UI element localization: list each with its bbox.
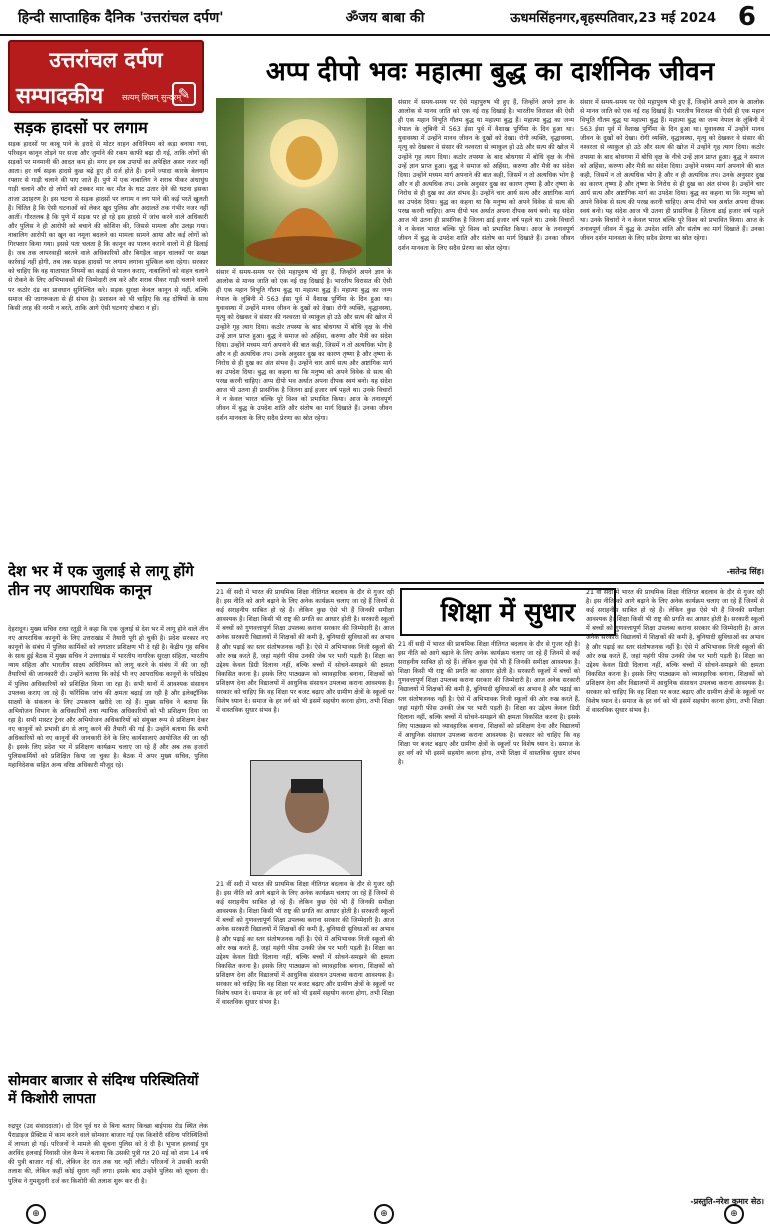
- law-story-title: देश भर में एक जुलाई से लागू होंगे तीन नए आपराधिक कानून: [8, 562, 194, 599]
- buddha-title: अप्प दीपो भवः महात्मा बुद्ध का दार्शनिक जीवन: [265, 57, 715, 87]
- pen-icon: ✎: [172, 82, 196, 106]
- author-photo: [250, 760, 362, 876]
- education-body-col1a: [216, 588, 394, 758]
- editorial-logo: [8, 40, 204, 113]
- motto: ॐजय बाबा की: [345, 9, 425, 26]
- law-story-body: देहरादून। मुख्य सचिव राधा रतूड़ी ने कहा कि एक जुलाई से देश भर में लागू होने वाले तीन नए आपराधिक कानूनों के लिए उत्तराखंड में तैयारी पूरी हो चुकी है। प्रदेश सरकार नए कानूनों के संबंध में पुलिस कार्मिकों को लगातार प्रशिक्षण भी दे रही है। केंद्रीय गृह सचिव के साथ हुई बैठक में मुख्य सचिव ने उत्तराखंड में भारतीय नागरिक सुरक्षा संहिता, भारतीय न्याय संहिता और भारतीय साक्ष्य अधिनियम को लागू करने के संबंध में की जा रही तैयारियों की जानकारी दी। उन्होंने बताया कि कोई भी नए आपराधिक कानूनों के परिप्रेक्ष्य में पुलिस अधिकारियों को प्रशिक्षित किया जा रहा है। सभी थानों में आवश्यक संसाधन उपलब्ध कराए जा रहे हैं। फॉरेंसिक जांच की क्षमता बढ़ाई जा रही है और इलेक्ट्रॉनिक साक्ष्यों के संकलन के लिए उपकरण खरीदे जा रहे हैं। मुख्य सचिव ने बताया कि अभियोजन विभाग के अधिकारियों तथा न्यायिक अधिकारियों को भी प्रशिक्षण दिया जा रहा है। सभी मास्टर ट्रेनर और अभियोजन अधिकारियों को संयुक्त रूप से प्रशिक्षण देकर नए कानूनों को प्रभावी ढंग से लागू करने की तैयारी की गई है। उन्होंने बताया कि सभी अधिकारियों को नए कानूनों की जानकारी देने के लिए कार्यशालाएं आयोजित की जा रही हैं। इसके लिए प्रदेश भर में प्रशिक्षण कार्यक्रम चलाए जा रहे हैं और अब तक हजारों पुलिसकर्मियों को प्रशिक्षित किया जा चुका है। बैठक में अपर मुख्य सचिव, पुलिस महानिदेशक सहित अन्य वरिष्ठ अधिकारी मौजूद रहे।: [8, 626, 208, 770]
- education-body-cont3: 21 वीं सदी में भारत की प्राथमिक शिक्षा नीतिगत बदलाव के दौर से गुजर रही है। इस नीति को आगे बढ़ाने के लिए अनेक कार्यक्रम चलाए जा रहे हैं जिनमें से कई सराहनीय साबित हो रहे हैं। लेकिन कुछ ऐसे भी हैं जिनकी समीक्षा आवश्यक है। शिक्षा किसी भी राष्ट्र की प्रगति का आधार होती है। सरकारी स्कूलों में बच्चों को गुणवत्तापूर्ण शिक्षा उपलब्ध कराना सरकार की जिम्मेदारी है। आज अनेक सरकारी विद्यालयों में शिक्षकों की कमी है, बुनियादी सुविधाओं का अभाव है और पढ़ाई का स्तर संतोषजनक नहीं है। ऐसे में अभिभावक निजी स्कूलों की ओर रुख करते हैं, जहां महंगी फीस उनकी जेब पर भारी पड़ती है। शिक्षा का उद्देश्य केवल डिग्री दिलाना नहीं, बल्कि बच्चों में सोचने-समझने की क्षमता विकसित करना है। इसके लिए पाठ्यक्रम को व्यावहारिक बनाना, शिक्षकों को प्रशिक्षण देना और विद्यालयों में आधुनिक संसाधन उपलब्ध कराना आवश्यक है। सरकार को चाहिए कि वह शिक्षा पर बजट बढ़ाए और ग्रामीण क्षेत्रों के स्कूलों पर विशेष ध्यान दे। समाज के हर वर्ग को भी इसमें सहयोग करना होगा, तभी शिक्षा में वास्तविक सुधार संभव है।: [586, 589, 764, 715]
- editorial-title: सड़क हादसों पर लगाम: [14, 118, 148, 137]
- buddha-body-col3: [580, 98, 764, 564]
- registration-mark-icon: ⊕: [374, 1204, 394, 1224]
- buddha-body-col2: [398, 98, 574, 580]
- paper-name: हिन्दी साप्ताहिक दैनिक 'उत्तरांचल दर्पण': [18, 9, 224, 26]
- buddha-body: संसार में समय-समय पर ऐसे महापुरुष भी हुए हैं, जिन्होंने अपने ज्ञान के आलोक से मानव जाति को एक नई राह दिखाई है। भारतीय विरासत की ऐसी ही एक महान विभूति गौतम बुद्ध या महात्मा बुद्ध हैं। महात्मा बुद्ध का जन्म नेपाल के लुंबिनी में 563 ईसा पूर्व में वैशाख पूर्णिमा के दिन हुआ था। युवावस्था में उन्होंने मानव जीवन के दुखों को देखा। रोगी व्यक्ति, वृद्धावस्था, मृत्यु को देखकर वे संसार की नश्वरता से व्याकुल हो उठे और सत्य की खोज में उन्होंने गृह त्याग दिया। कठोर तपस्या के बाद बोधगया में बोधि वृक्ष के नीचे उन्हें ज्ञान प्राप्त हुआ। बुद्ध ने समाज को अहिंसा, करुणा और मैत्री का संदेश दिया। उन्होंने मध्यम मार्ग अपनाने की बात कही, जिसमें न तो अत्यधिक भोग है और न ही अत्यधिक तप। उनके अनुसार दुख का कारण तृष्णा है और तृष्णा के निरोध से ही दुख का अंत संभव है। उन्होंने चार आर्य सत्य और अष्टांगिक मार्ग का उपदेश दिया। बुद्ध का कहना था कि मनुष्य को अपने विवेक से सत्य की परख करनी चाहिए। अप्प दीपो भव अर्थात अपना दीपक स्वयं बनो। यह संदेश आज भी उतना ही प्रासंगिक है जितना ढाई हजार वर्ष पहले था। उनके विचारों ने न केवल भारत बल्कि पूरे विश्व को प्रभावित किया। आज के तनावपूर्ण जीवन में बुद्ध के उपदेश शांति और संतोष का मार्ग दिखाते हैं। उनका जीवन दर्शन मानवता के लिए सदैव प्रेरणा का स्रोत रहेगा।: [216, 269, 392, 422]
- education-byline: -प्रस्तुति-नरेश कुमार सेठ।: [690, 1197, 764, 1206]
- education-body-cont: 21 वीं सदी में भारत की प्राथमिक शिक्षा नीतिगत बदलाव के दौर से गुजर रही है। इस नीति को आगे बढ़ाने के लिए अनेक कार्यक्रम चलाए जा रहे हैं जिनमें से कई सराहनीय साबित हो रहे हैं। लेकिन कुछ ऐसे भी हैं जिनकी समीक्षा आवश्यक है। शिक्षा किसी भी राष्ट्र की प्रगति का आधार होती है। सरकारी स्कूलों में बच्चों को गुणवत्तापूर्ण शिक्षा उपलब्ध कराना सरकार की जिम्मेदारी है। आज अनेक सरकारी विद्यालयों में शिक्षकों की कमी है, बुनियादी सुविधाओं का अभाव है और पढ़ाई का स्तर संतोषजनक नहीं है। ऐसे में अभिभावक निजी स्कूलों की ओर रुख करते हैं, जहां महंगी फीस उनकी जेब पर भारी पड़ती है। शिक्षा का उद्देश्य केवल डिग्री दिलाना नहीं, बल्कि बच्चों में सोचने-समझने की क्षमता विकसित करना है। इसके लिए पाठ्यक्रम को व्यावहारिक बनाना, शिक्षकों को प्रशिक्षण देना और विद्यालयों में आधुनिक संसाधन उपलब्ध कराना आवश्यक है। सरकार को चाहिए कि वह शिक्षा पर बजट बढ़ाए और ग्रामीण क्षेत्रों के स्कूलों पर विशेष ध्यान दे। समाज के हर वर्ग को भी इसमें सहयोग करना होगा, तभी शिक्षा में वास्तविक सुधार संभव है।: [216, 881, 394, 1007]
- buddha-byline: -सतेन्द्र सिंह।: [726, 567, 764, 576]
- buddha-photo: [216, 98, 392, 266]
- logo-tagline: सत्यम् शिवम् सुन्दरम्: [122, 93, 182, 102]
- education-body-cont2: 21 वीं सदी में भारत की प्राथमिक शिक्षा नीतिगत बदलाव के दौर से गुजर रही है। इस नीति को आगे बढ़ाने के लिए अनेक कार्यक्रम चलाए जा रहे हैं जिनमें से कई सराहनीय साबित हो रहे हैं। लेकिन कुछ ऐसे भी हैं जिनकी समीक्षा आवश्यक है। शिक्षा किसी भी राष्ट्र की प्रगति का आधार होती है। सरकारी स्कूलों में बच्चों को गुणवत्तापूर्ण शिक्षा उपलब्ध कराना सरकार की जिम्मेदारी है। आज अनेक सरकारी विद्यालयों में शिक्षकों की कमी है, बुनियादी सुविधाओं का अभाव है और पढ़ाई का स्तर संतोषजनक नहीं है। ऐसे में अभिभावक निजी स्कूलों की ओर रुख करते हैं, जहां महंगी फीस उनकी जेब पर भारी पड़ती है। शिक्षा का उद्देश्य केवल डिग्री दिलाना नहीं, बल्कि बच्चों में सोचने-समझने की क्षमता विकसित करना है। इसके लिए पाठ्यक्रम को व्यावहारिक बनाना, शिक्षकों को प्रशिक्षण देना और विद्यालयों में आधुनिक संसाधन उपलब्ध कराना आवश्यक है। सरकार को चाहिए कि वह शिक्षा पर बजट बढ़ाए और ग्रामीण क्षेत्रों के स्कूलों पर विशेष ध्यान दे। समाज के हर वर्ग को भी इसमें सहयोग करना होगा, तभी शिक्षा में वास्तविक सुधार संभव है।: [398, 641, 580, 767]
- registration-mark-icon: ⊕: [724, 1204, 744, 1224]
- section-divider: [216, 582, 764, 584]
- missing-story-body: रुद्रपुर (उद संवाददाता)। दो दिन पूर्व घर से बिना बताए किच्छा बाईपास रोड स्थित लेक पैराडाइज प्रैक्टिस में काम करने वाले सोमवार बाजार गई एक किशोरी संदिग्ध परिस्थितियों में लापता हो गई। परिजनों ने मामले की सूचना पुलिस को दे दी है। भूपाल हलवाई पुत्र अरविंद हलवाई निवासी जेल कैम्प ने बताया कि उसकी पुत्री गत 20 मई को शाम 14 वर्ष की पुत्री बाजार गई थी, लेकिन देर रात तक घर नहीं लौटी। परिजनों ने उसकी काफी तलाश की, लेकिन कहीं कोई सुराग नहीं लगा। इसके बाद उन्होंने पुलिस को सूचना दी। पुलिस ने गुमशुदगी दर्ज कर किशोरी की तलाश शुरू कर दी है।: [8, 1123, 208, 1185]
- editorial-body: सड़क हादसों पर काबू पाने के इरादे से मोटर वाहन अधिनियम को कड़ा बनाया गया, परिवहन कानून तोड़ने पर सजा और जुर्माने की रकम काफी बढ़ा दी गई, ताकि लोगों की सड़कों पर मनमानी की आदत कम हो। मगर इन सब उपायों का अपेक्षित असर नजर नहीं आता। हर वर्ष सड़क हादसे कुछ बढ़े हुए ही दर्ज होते हैं। इनमें ज्यादा कारके बेलगाम रफ्तार से गाड़ी चलाने की पाए जाते हैं। पुणे में एक नाबालिग ने शराब पीकर अंधाधुंध गाड़ी चलाने और दो लोगों को टक्कर मार कर मौत के घाट उतार देने की घटना इसका ताजा उदाहरण है। इस घटना से सड़क हादसों पर लगाम न लग पाने की कई परतें खुलती हैं। चिंतित है कि ऐसी घटनाओं को लेकर खुद पुलिस और अदालतें तक गंभीर नजर नहीं आतीं। गौरतलब है कि पुणे में सड़क पर हो रहे इस हादसे में जांच करने वाले अधिकारी और पुलिस ने ही आरोपी को बचाने की कोशिश की, जिससे मामला और उलझ गया। नाबालिग आरोपी का खून का नमूना बदलने का मामला सामने आया और कई लोगों को गिरफ्तार किया गया। इससे पता चलता है कि कानून का पालन कराने वालों में ही ढिलाई है। जब तक लापरवाही बरतने वाले अधिकारियों और बिगड़ैल वाहन चालकों पर सख्त कार्रवाई नहीं होगी, तब तक सड़क हादसों पर लगाम लगाना मुश्किल बना रहेगा। सरकार को चाहिए कि वह यातायात नियमों का कड़ाई से पालन कराए, नाबालिगों को वाहन चलाने से रोकने के लिए अभिभावकों की जिम्मेदारी तय करे और शराब पीकर गाड़ी चलाने वालों पर कठोर दंड का प्रावधान सुनिश्चित करे। सड़क सुरक्षा केवल कानून से नहीं, बल्कि समाज की जागरूकता से ही संभव है। प्रशासन को भी चाहिए कि वह दोषियों के साथ किसी तरह की नरमी न बरते, ताकि आगे ऐसी घटनाएं दोबारा न हों।: [8, 141, 208, 312]
- buddha-body-cont2: संसार में समय-समय पर ऐसे महापुरुष भी हुए हैं, जिन्होंने अपने ज्ञान के आलोक से मानव जाति को एक नई राह दिखाई है। भारतीय विरासत की ऐसी ही एक महान विभूति गौतम बुद्ध या महात्मा बुद्ध हैं। महात्मा बुद्ध का जन्म नेपाल के लुंबिनी में 563 ईसा पूर्व में वैशाख पूर्णिमा के दिन हुआ था। युवावस्था में उन्होंने मानव जीवन के दुखों को देखा। रोगी व्यक्ति, वृद्धावस्था, मृत्यु को देखकर वे संसार की नश्वरता से व्याकुल हो उठे और सत्य की खोज में उन्होंने गृह त्याग दिया। कठोर तपस्या के बाद बोधगया में बोधि वृक्ष के नीचे उन्हें ज्ञान प्राप्त हुआ। बुद्ध ने समाज को अहिंसा, करुणा और मैत्री का संदेश दिया। उन्होंने मध्यम मार्ग अपनाने की बात कही, जिसमें न तो अत्यधिक भोग है और न ही अत्यधिक तप। उनके अनुसार दुख का कारण तृष्णा है और तृष्णा के निरोध से ही दुख का अंत संभव है। उन्होंने चार आर्य सत्य और अष्टांगिक मार्ग का उपदेश दिया। बुद्ध का कहना था कि मनुष्य को अपने विवेक से सत्य की परख करनी चाहिए। अप्प दीपो भव अर्थात अपना दीपक स्वयं बनो। यह संदेश आज भी उतना ही प्रासंगिक है जितना ढाई हजार वर्ष पहले था। उनके विचारों ने न केवल भारत बल्कि पूरे विश्व को प्रभावित किया। आज के तनावपूर्ण जीवन में बुद्ध के उपदेश शांति और संतोष का मार्ग दिखाते हैं। उनका जीवन दर्शन मानवता के लिए सदैव प्रेरणा का स्रोत रहेगा।: [580, 99, 764, 243]
- registration-mark-icon: ⊕: [26, 1204, 46, 1224]
- education-title: शिक्षा में सुधार: [400, 588, 616, 636]
- buddha-body-col1: [216, 268, 392, 580]
- education-body-col3: [586, 588, 764, 1194]
- education-body-col1b: [216, 880, 394, 1212]
- logo-paper-name: उत्तरांचल दर्पण: [49, 48, 163, 72]
- buddha-body-cont: संसार में समय-समय पर ऐसे महापुरुष भी हुए हैं, जिन्होंने अपने ज्ञान के आलोक से मानव जाति को एक नई राह दिखाई है। भारतीय विरासत की ऐसी ही एक महान विभूति गौतम बुद्ध या महात्मा बुद्ध हैं। महात्मा बुद्ध का जन्म नेपाल के लुंबिनी में 563 ईसा पूर्व में वैशाख पूर्णिमा के दिन हुआ था। युवावस्था में उन्होंने मानव जीवन के दुखों को देखा। रोगी व्यक्ति, वृद्धावस्था, मृत्यु को देखकर वे संसार की नश्वरता से व्याकुल हो उठे और सत्य की खोज में उन्होंने गृह त्याग दिया। कठोर तपस्या के बाद बोधगया में बोधि वृक्ष के नीचे उन्हें ज्ञान प्राप्त हुआ। बुद्ध ने समाज को अहिंसा, करुणा और मैत्री का संदेश दिया। उन्होंने मध्यम मार्ग अपनाने की बात कही, जिसमें न तो अत्यधिक भोग है और न ही अत्यधिक तप। उनके अनुसार दुख का कारण तृष्णा है और तृष्णा के निरोध से ही दुख का अंत संभव है। उन्होंने चार आर्य सत्य और अष्टांगिक मार्ग का उपदेश दिया। बुद्ध का कहना था कि मनुष्य को अपने विवेक से सत्य की परख करनी चाहिए। अप्प दीपो भव अर्थात अपना दीपक स्वयं बनो। यह संदेश आज भी उतना ही प्रासंगिक है जितना ढाई हजार वर्ष पहले था। उनके विचारों ने न केवल भारत बल्कि पूरे विश्व को प्रभावित किया। आज के तनावपूर्ण जीवन में बुद्ध के उपदेश शांति और संतोष का मार्ग दिखाते हैं। उनका जीवन दर्शन मानवता के लिए सदैव प्रेरणा का स्रोत रहेगा।: [398, 99, 574, 252]
- education-body: 21 वीं सदी में भारत की प्राथमिक शिक्षा नीतिगत बदलाव के दौर से गुजर रही है। इस नीति को आगे बढ़ाने के लिए अनेक कार्यक्रम चलाए जा रहे हैं जिनमें से कई सराहनीय साबित हो रहे हैं। लेकिन कुछ ऐसे भी हैं जिनकी समीक्षा आवश्यक है। शिक्षा किसी भी राष्ट्र की प्रगति का आधार होती है। सरकारी स्कूलों में बच्चों को गुणवत्तापूर्ण शिक्षा उपलब्ध कराना सरकार की जिम्मेदारी है। आज अनेक सरकारी विद्यालयों में शिक्षकों की कमी है, बुनियादी सुविधाओं का अभाव है और पढ़ाई का स्तर संतोषजनक नहीं है। ऐसे में अभिभावक निजी स्कूलों की ओर रुख करते हैं, जहां महंगी फीस उनकी जेब पर भारी पड़ती है। शिक्षा का उद्देश्य केवल डिग्री दिलाना नहीं, बल्कि बच्चों में सोचने-समझने की क्षमता विकसित करना है। इसके लिए पाठ्यक्रम को व्यावहारिक बनाना, शिक्षकों को प्रशिक्षण देना और विद्यालयों में आधुनिक संसाधन उपलब्ध कराना आवश्यक है। सरकार को चाहिए कि वह शिक्षा पर बजट बढ़ाए और ग्रामीण क्षेत्रों के स्कूलों पर विशेष ध्यान दे। समाज के हर वर्ग को भी इसमें सहयोग करना होगा, तभी शिक्षा में वास्तविक सुधार संभव है।: [216, 589, 394, 715]
- education-body-col2: [398, 640, 580, 1212]
- logo-section-name: सम्पादकीय: [16, 84, 104, 109]
- missing-story-title: सोमवार बाजार से संदिग्ध परिस्थितियों में किशोरी लापता: [8, 1073, 199, 1107]
- dateline: ऊधमसिंहनगर,बृहस्पतिवार,23 मई 2024: [510, 11, 716, 26]
- page-number: 6: [737, 2, 756, 32]
- masthead-bar: [0, 0, 770, 36]
